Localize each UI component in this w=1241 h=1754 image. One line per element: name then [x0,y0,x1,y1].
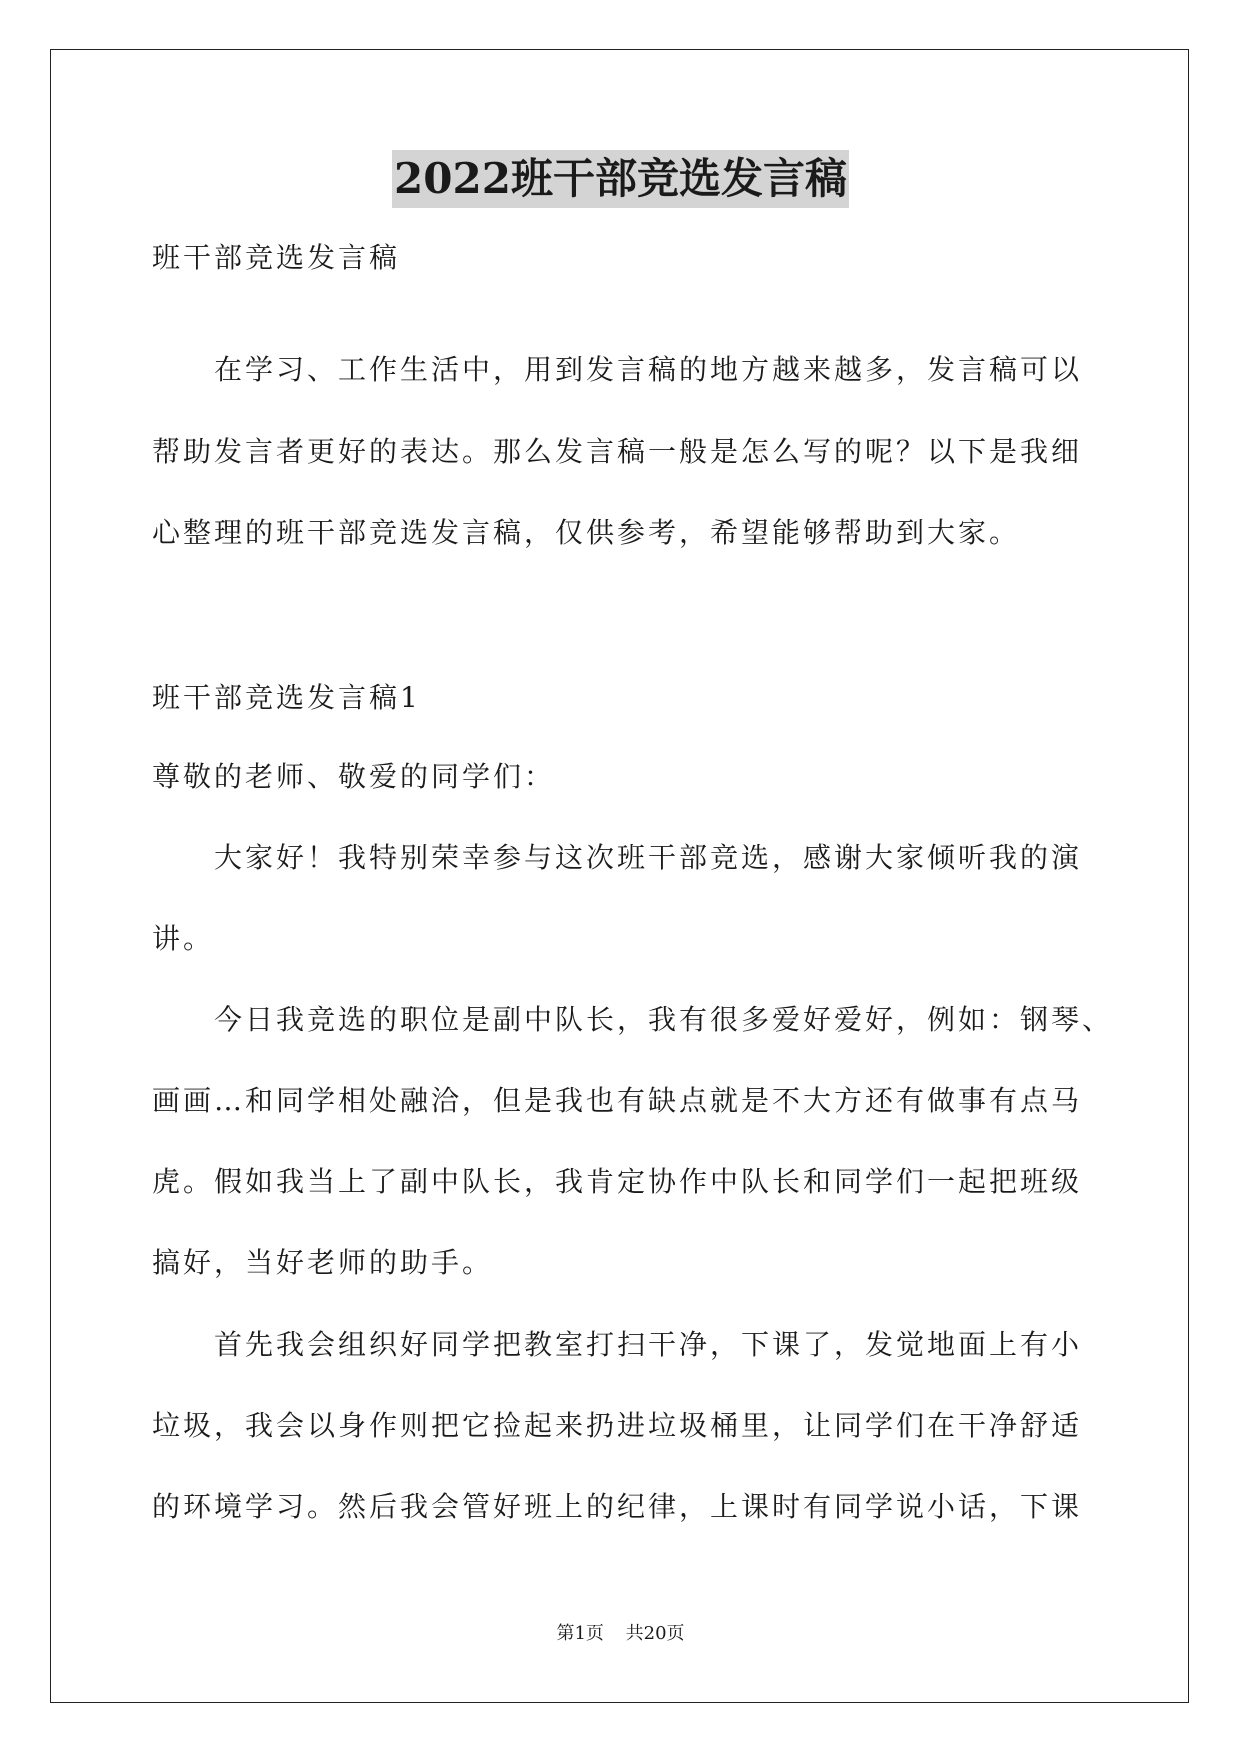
page-number: 第1页 [556,1623,604,1644]
section-heading: 班干部竞选发言稿1 [152,681,421,714]
paragraph-line: 讲。 [152,922,215,955]
paragraph-line: 班干部竞选发言稿 [152,241,401,274]
paragraph-line: 在学习、工作生活中，用到发言稿的地方越来越多，发言稿可以 [152,353,1083,386]
page-footer [0,1622,1241,1646]
paragraph-line: 首先我会组织好同学把教室打扫干净，下课了，发觉地面上有小 [152,1328,1083,1361]
paragraph-line: 的环境学习。然后我会管好班上的纪律，上课时有同学说小话，下课 [152,1490,1083,1523]
paragraph-line: 帮助发言者更好的表达。那么发言稿一般是怎么写的呢？以下是我细 [152,435,1083,468]
page-total: 共20页 [625,1623,685,1644]
paragraph-line: 大家好！我特别荣幸参与这次班干部竞选，感谢大家倾听我的演 [152,841,1083,874]
salutation: 尊敬的老师、敬爱的同学们： [152,760,556,793]
title-container [0,150,1241,208]
paragraph-line: 心整理的班干部竞选发言稿，仅供参考，希望能够帮助到大家。 [152,516,1021,549]
document-title: 2022班干部竞选发言稿 [392,150,849,208]
paragraph-line: 画画…和同学相处融洽，但是我也有缺点就是不大方还有做事有点马 [152,1084,1083,1117]
paragraph-line: 垃圾，我会以身作则把它捡起来扔进垃圾桶里，让同学们在干净舒适 [152,1409,1083,1442]
paragraph-line: 搞好，当好老师的助手。 [152,1246,494,1279]
paragraph-line: 虎。假如我当上了副中队长，我肯定协作中队长和同学们一起把班级 [152,1165,1083,1198]
paragraph-line: 今日我竞选的职位是副中队长，我有很多爱好爱好，例如：钢琴、 [152,1003,1114,1036]
